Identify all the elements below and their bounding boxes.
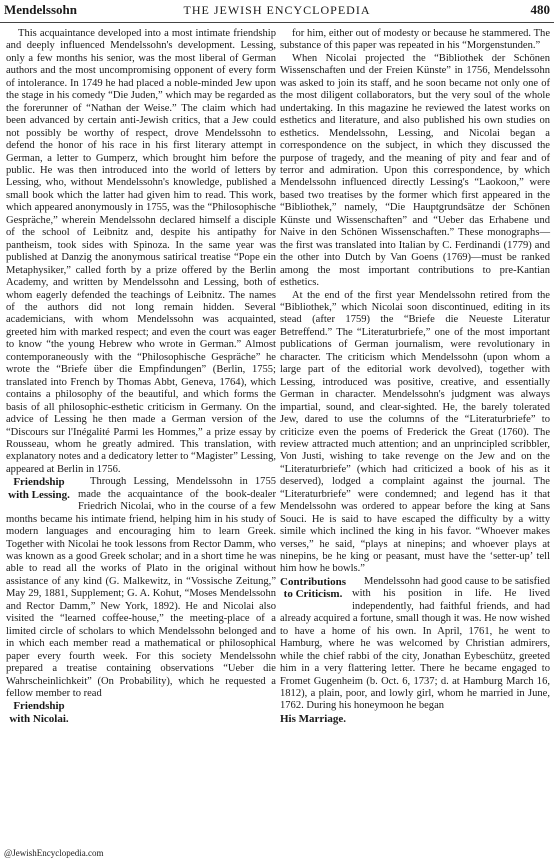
- paragraph: At the end of the first year Mendelssohn retired from the “Bibliothek,” which Nicolai soon discontinued, editing in its stead (after 1759) the “Briefe die Neueste Literatur Betreffend.” The “Literaturbriefe,” one of the most important publications of German journalism, were revolutionary in character. The criticism which Mendelssohn (upon whom a large part of the editorial work devolved), together with Lessing, introduced was positive, creative, and essentially German in character. Mendelssohn's judgment was always impartial, sound, and clear-sighted. He, the barely tolerated Jew, dared to use the columns of the “Literaturbriefe” to criticize even the poems of Frederick the Great (1760). The review attracted much attention; and an unprincipled scribbler, Von Justi, wishing to take revenge on the Jew and on the “Literaturbriefe” (which had criticized a book of his as it deserved), lodged a complaint against the journal. The “Literaturbriefe” were condemned; and legend has it that Mendelssohn was ordered to appear before the king at Sans Souci. He is said to have escaped the difficulty by a witty simile which inclined the king in his favor. “Whoever makes verses,” he said, “plays at ninepins; and whoever plays at ninepins, be he king or peasant, must have the ‘setter-up’ tell him how he bowls.”: [280, 289, 550, 575]
- paragraph: Contributions to Criticism. Mendelssohn had good cause to be satisfied with his position in life. He lived independently, had faithful friends, and had already acquired a fortune, small though it was. He now wished to have a home of his own. In April, 1761, he went to Hamburg, where he was welcomed by Christian admirers, while the chief rabbi of the city, Jonathan Eybeschütz, greeted him in a very flattering letter. There he became engaged to Fromet Gugenheim (b. Oct. 6, 1737; d. at Hamburg March 16, 1812), a plain, poor, and lowly girl, whom he married in June, 1762. During his honeymoon he began: [280, 575, 550, 712]
- side-heading: Friendship with Lessing.: [8, 476, 70, 501]
- page-header: [0, 0, 554, 23]
- header-article-title: Mendelssohn: [4, 2, 77, 17]
- side-heading: Contributions to Criticism.: [280, 575, 347, 601]
- right-column: [280, 28, 550, 725]
- footer-watermark: @JewishEncyclopedia.com: [4, 848, 104, 858]
- header-page-number: 480: [530, 2, 550, 17]
- side-heading: Friendship with Nicolai.: [9, 700, 69, 725]
- left-column: [6, 28, 276, 725]
- paragraph: Friendship with Lessing. Through Lessing, Mendelssohn in 1755 made the acquaintance of the book-dealer Friedrich Nicolai, who in the course of a few months became his intimate friend, helping him in his study of modern languages and encouraging him to learn Greek. Together with Nicolai he took lessons from Rector Damm, who was known as a good Greek scholar; and in a short time he was able to read all the works of Plato in the original without assistance of any kind (G. Malkewitz, in “Vossische Zeitung,” May 29, 1881, Supplement; G. A. Kohut, “Moses Mendelssohn and Rector Damm,” New York, 1892). He and Nicolai also visited the “learned coffee-house,” the meeting-place of a limited circle of scholars to which Mendelssohn belonged and in which each member read a mathematical or philosophical paper every fourth week. For this society Mendelssohn prepared a treatise containing observations “Ueber die Wahrscheinlichkeit” (On Probability), which he requested a fellow member to read: [6, 476, 276, 700]
- paragraph: This acquaintance developed into a most intimate friendship and deeply influenced Mendelssohn's development. Lessing, only a few months his senior, was the most liberal of German authors and the most uncompromising opponent of every form of intolerance. In 1749 he had placed a noble-minded Jew upon the stage in his comedy “Die Juden,” which may be regarded as the forerunner of “Nathan der Weise.” The claim which had been advanced by certain anti-Jewish critics, that a Jew could not possibly be worthy of respect, drove Mendelssohn to defend the honor of his race in his first literary attempt in German, a letter to Gumperz, which brought him before the public. He was then introduced into the world of letters by Lessing, who, without Mendelssohn's knowledge, published a small book which the latter had given him to read. This work, which appeared anonymously in 1755, was the “Philosophische Gespräche,” wherein Mendelssohn declared himself a disciple of the school of Leibnitz and, despite his antipathy for pantheism, took sides with Spinoza. In the same year was published at Danzig the anonymous satirical treatise “Pope ein Metaphysiker,” called forth by a prize offered by the Berlin Academy, and written by Mendelssohn and Lessing, both of whom eagerly defended the teachings of Leibnitz. The names of the authors did not long remain hidden. Several academicians, with whom Mendelssohn was acquainted, greeted him with marked respect; and even the court was eager to know “the young Hebrew who wrote in German.” Almost contemporaneously with the “Philosophische Gespräche” he wrote the “Briefe über die Empfindungen” (Berlin, 1755; translated into French by Thomas Abbt, Geneva, 1764), which contains a philosophy of the beautiful, and which forms the basis of all philosophic-esthetic criticism in Germany. On the advice of Lessing he then made a German version of the “Discours sur l'Inégalité Parmi les Hommes,” a prize essay by Rousseau, whom he greatly admired. This translation, with explanatory notes and a dedicatory letter to “Magister” Lessing, appeared at Berlin in 1756.: [6, 28, 276, 475]
- side-heading: His Marriage.: [280, 712, 346, 725]
- header-publication-title: THE JEWISH ENCYCLOPEDIA: [183, 3, 371, 17]
- paragraph: for him, either out of modesty or because he stammered. The substance of this paper was repeated in his “Morgenstunden.”: [280, 28, 550, 52]
- paragraph: When Nicolai projected the “Bibliothek der Schönen Wissenschaften und der Freien Künste” in 1756, Mendelssohn was asked to join its staff, and he soon became not only one of the most diligent collaborators, but the very soul of the whole undertaking. In this magazine he reviewed the latest works on esthetics and literature, and also published his own studies on esthetics. Mendelssohn, Lessing, and Nicolai began a correspondence on the subject, in which they discussed the purpose of tragedy, and the meaning of pity and fear and of terror and admiration. Upon this correspondence, by which Mendelssohn influenced directly Lessing's “Laokoon,” were based two treatises by the former which first appeared in the “Bibliothek,” namely, “Die Hauptgrundsätze der Schönen Künste und Wissenschaften” and “Ueber das Erhabene und Naive in den Schönen Wissenschaften.” These monographs—the first was translated into Italian by C. Ferdinandi (1779) and the other into Dutch by Van Goens (1769)—must be ranked among the most important contributions to pre-Kantian esthetics.: [280, 52, 550, 289]
